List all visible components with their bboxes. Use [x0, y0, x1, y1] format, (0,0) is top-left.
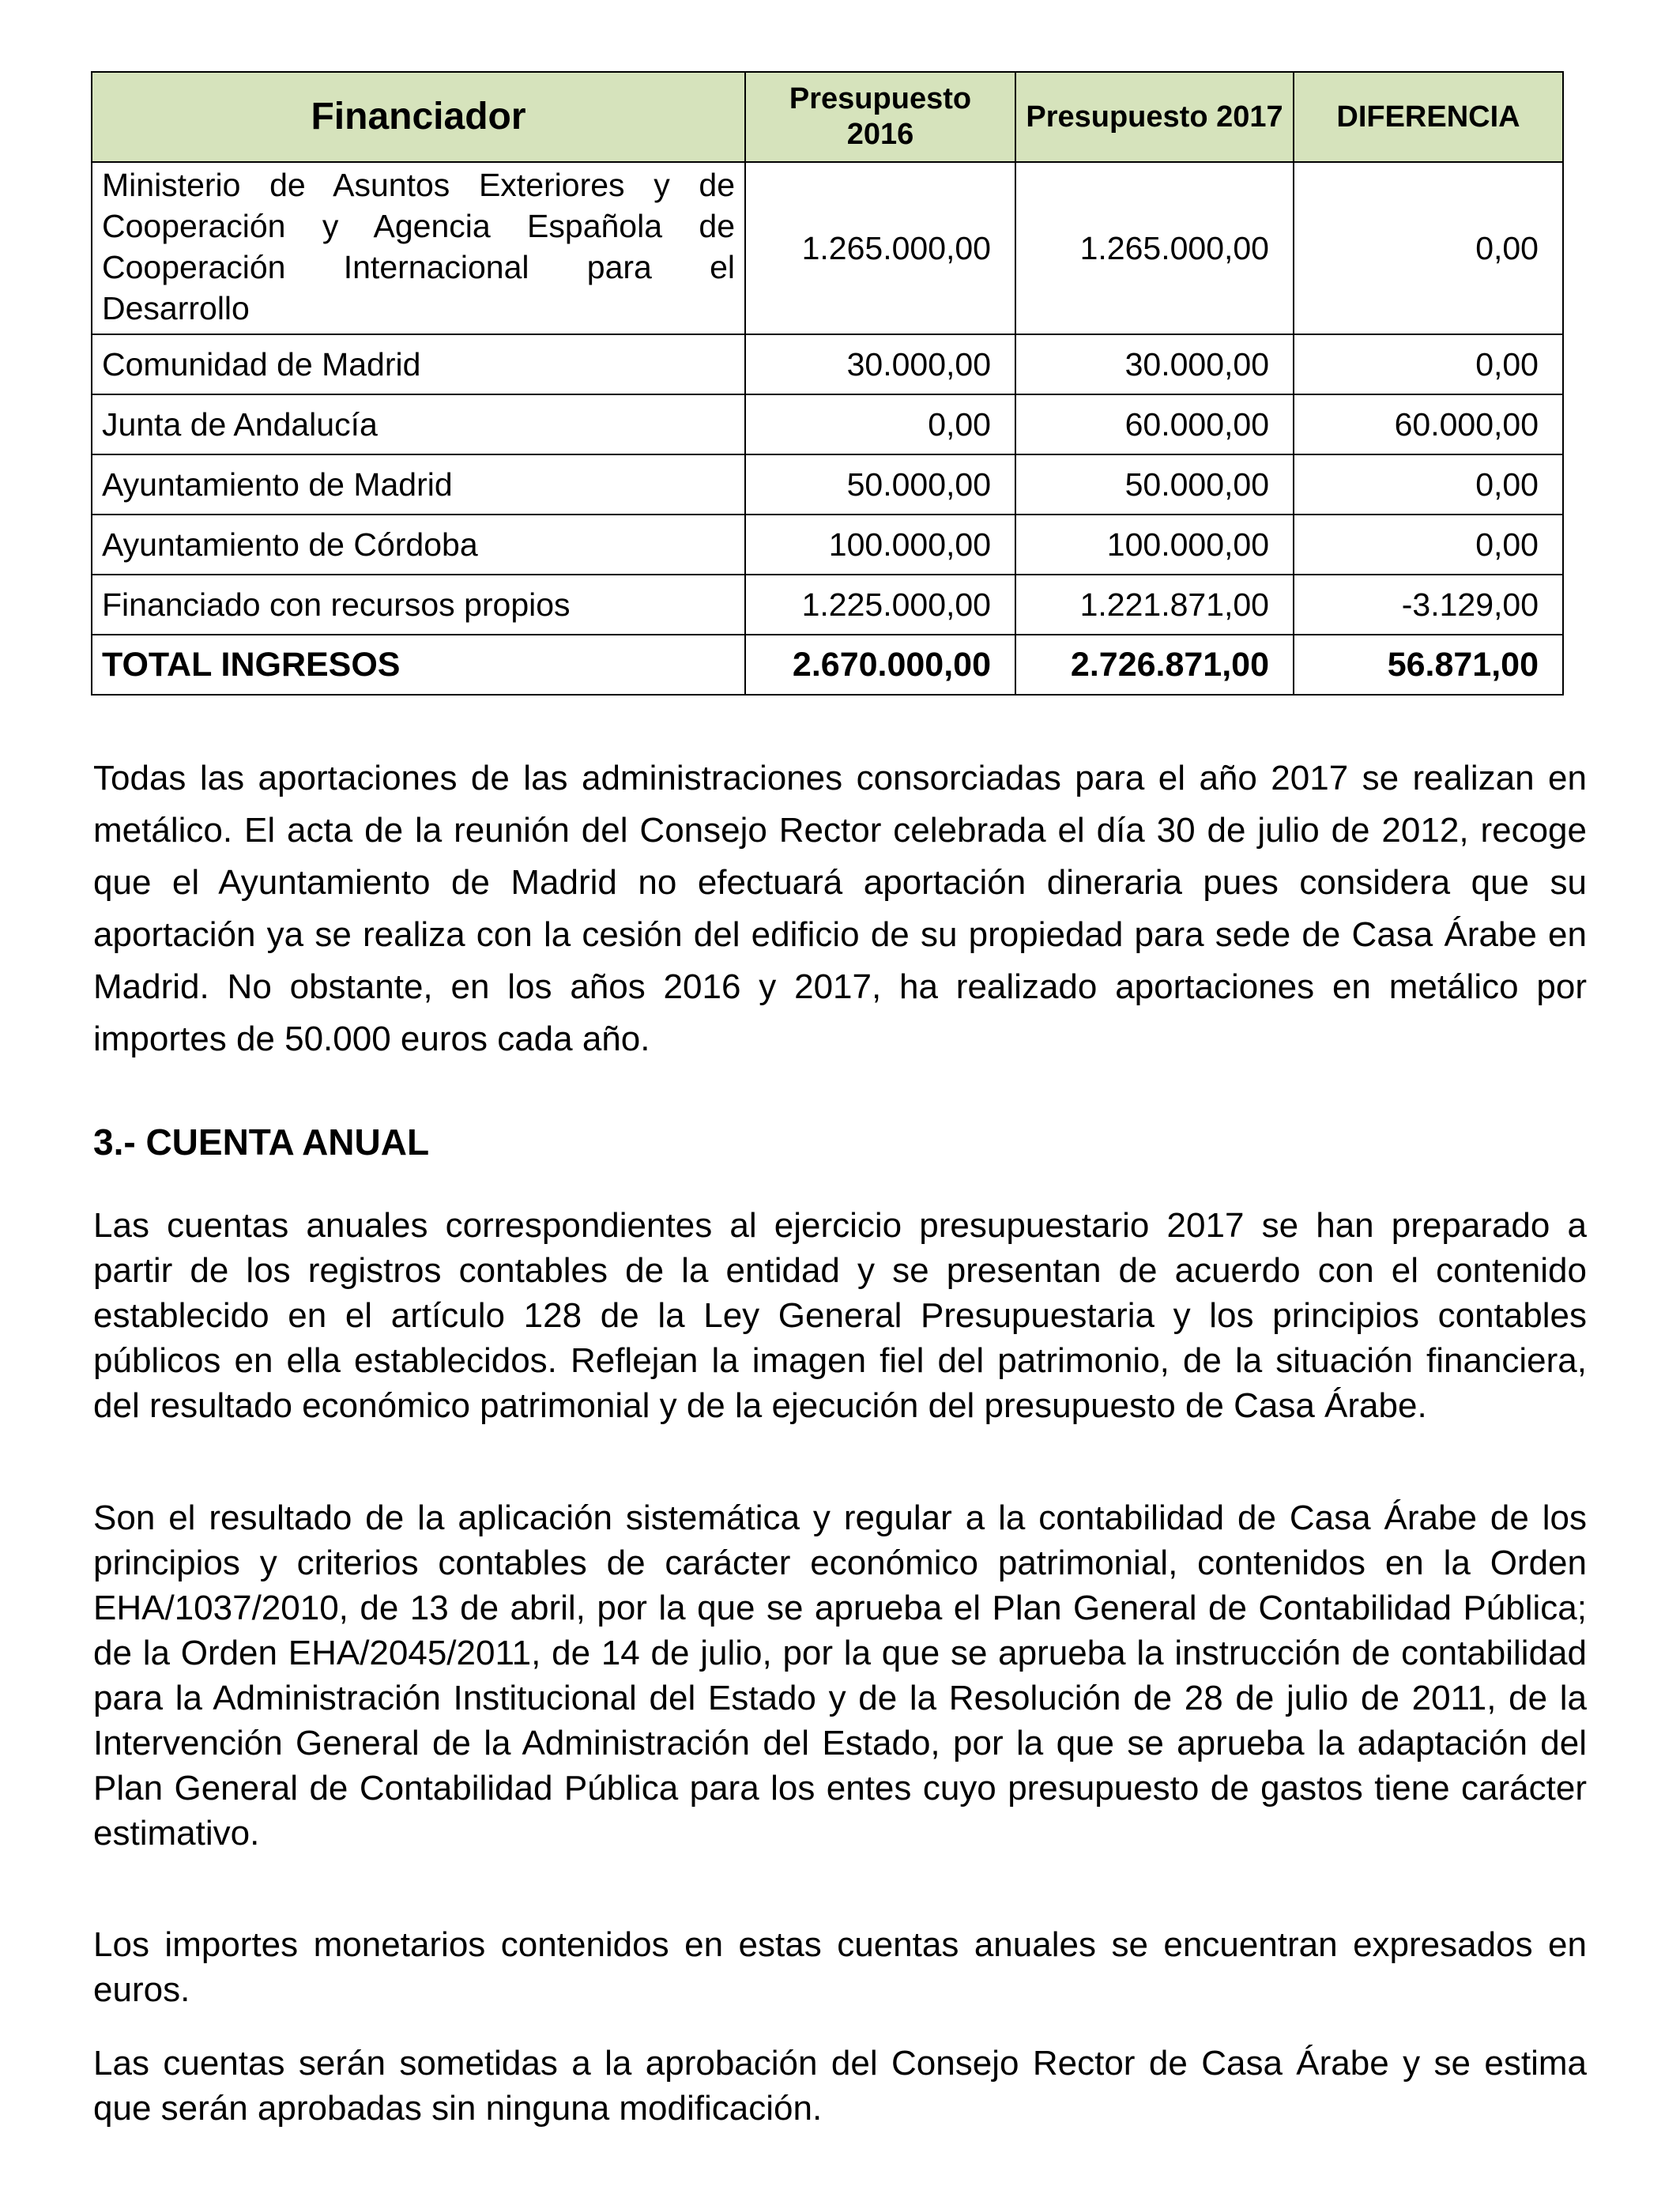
- header-presupuesto-2016: Presupuesto 2016: [745, 72, 1015, 162]
- header-diferencia: DIFERENCIA: [1294, 72, 1563, 162]
- row-value-2016: 50.000,00: [745, 454, 1015, 515]
- paragraph-resultado: Son el resultado de la aplicación sistemática y regular a la contabilidad de Casa Árabe de los principios y criterios contables de carácter económico patrimonial, contenidos en la Orden EHA/1037/2010, de 13 de abril, por la que se aprueba el Plan General de Contabilidad Pública; de la Orden EHA/2045/2011, de 14 de julio, por la que se aprueba la instrucción de contabilidad para la Administración Institucional del Estado y de la Resolución de 28 de julio de 2011, de la Intervención General de la Administración del Estado, por la que se aprueba la adaptación del Plan General de Contabilidad Pública para los entes cuyo presupuesto de gastos tiene carácter estimativo.: [93, 1498, 1587, 1853]
- table-row: [92, 394, 1563, 454]
- table-row: [92, 334, 1563, 394]
- row-financiador: Ministerio de Asuntos Exteriores y de Cooperación y Agencia Española de Cooperación Internacional para el Desarrollo: [92, 162, 745, 334]
- financing-table: [91, 71, 1564, 696]
- table-row: [92, 575, 1563, 635]
- row-value-2016: 1.225.000,00: [745, 575, 1015, 635]
- section-heading: 3.- CUENTA ANUAL: [93, 1122, 430, 1163]
- table-row: [92, 515, 1563, 575]
- total-value-2016: 2.670.000,00: [745, 635, 1015, 695]
- row-diferencia: 0,00: [1294, 162, 1563, 334]
- row-value-2017: 50.000,00: [1015, 454, 1294, 515]
- row-value-2017: 60.000,00: [1015, 394, 1294, 454]
- header-presupuesto-2017: Presupuesto 2017: [1015, 72, 1294, 162]
- paragraph-aportaciones: Todas las aportaciones de las administraciones consorciadas para el año 2017 se realizan en metálico. El acta de la reunión del Consejo Rector celebrada el día 30 de julio de 2012, recoge que el Ayuntamiento de Madrid no efectuará aportación dineraria pues considera que su aportación ya se realiza con la cesión del edificio de su propiedad para sede de Casa Árabe en Madrid. No obstante, en los años 2016 y 2017, ha realizado aportaciones en metálico por importes de 50.000 euros cada año.: [93, 759, 1587, 1058]
- row-financiador: Financiado con recursos propios: [92, 575, 745, 635]
- row-financiador: Junta de Andalucía: [92, 394, 745, 454]
- total-diferencia: 56.871,00: [1294, 635, 1563, 695]
- row-financiador: Ayuntamiento de Córdoba: [92, 515, 745, 575]
- table-total-row: [92, 635, 1563, 695]
- row-value-2016: 30.000,00: [745, 334, 1015, 394]
- table-row: [92, 454, 1563, 515]
- row-value-2016: 1.265.000,00: [745, 162, 1015, 334]
- total-value-2017: 2.726.871,00: [1015, 635, 1294, 695]
- row-value-2016: 100.000,00: [745, 515, 1015, 575]
- row-diferencia: 0,00: [1294, 454, 1563, 515]
- table-row: [92, 162, 1563, 334]
- row-value-2017: 30.000,00: [1015, 334, 1294, 394]
- row-value-2017: 1.265.000,00: [1015, 162, 1294, 334]
- row-diferencia: -3.129,00: [1294, 575, 1563, 635]
- row-financiador: Ayuntamiento de Madrid: [92, 454, 745, 515]
- paragraph-importes: Los importes monetarios contenidos en estas cuentas anuales se encuentran expresados en euros.: [93, 1925, 1587, 2009]
- table-header-row: [92, 72, 1563, 162]
- row-diferencia: 0,00: [1294, 334, 1563, 394]
- row-diferencia: 0,00: [1294, 515, 1563, 575]
- row-value-2016: 0,00: [745, 394, 1015, 454]
- row-diferencia: 60.000,00: [1294, 394, 1563, 454]
- row-value-2017: 100.000,00: [1015, 515, 1294, 575]
- paragraph-cuentas-anuales: Las cuentas anuales correspondientes al ejercicio presupuestario 2017 se han preparado a partir de los registros contables de la entidad y se presentan de acuerdo con el contenido establecido en el artículo 128 de la Ley General Presupuestaria y los principios contables públicos en ella establecidos. Reflejan la imagen fiel del patrimonio, de la situación financiera, del resultado económico patrimonial y de la ejecución del presupuesto de Casa Árabe.: [93, 1206, 1587, 1425]
- total-label: TOTAL INGRESOS: [92, 635, 745, 695]
- header-financiador: Financiador: [92, 72, 745, 162]
- paragraph-aprobacion: Las cuentas serán sometidas a la aprobación del Consejo Rector de Casa Árabe y se estima que serán aprobadas sin ninguna modificación.: [93, 2044, 1587, 2128]
- row-value-2017: 1.221.871,00: [1015, 575, 1294, 635]
- row-financiador: Comunidad de Madrid: [92, 334, 745, 394]
